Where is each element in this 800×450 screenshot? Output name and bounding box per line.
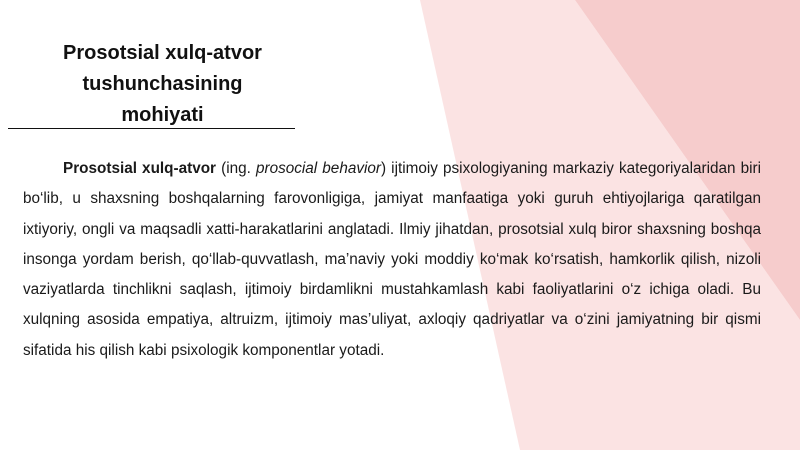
title-line-2: tushunchasining — [82, 73, 243, 95]
key-term: Prosotsial xulq-atvor — [63, 160, 217, 177]
title-line-1: Prosotsial xulq-atvor — [63, 42, 262, 64]
english-term: prosocial behavior — [255, 160, 381, 177]
definition-text: ) ijtimoiy psixologiyaning markaziy kategoriyalaridan biri bo‘lib, u shaxsning boshqalarning farovonligiga, jamiyat manfaatiga yoki guruh ehtiyojlariga qaratilgan ixtiyoriy, ongli va maqsadli xatti-harakatlarini anglatadi. Ilmiy jihatdan, prosotsial xulq biror shaxsning boshqa insonga yordam berish, qo‘llab-quvvatlash, ma’naviy yoki moddiy ko‘mak ko‘rsatish, hamkorlik qilish, nizoli vaziyatlarda tinchlikni saqlash, ijtimoiy birdamlikni mustahkamlash kabi faoliyatlarini o‘z ichiga oladi. Bu xulqning asosida empatiya, altruizm, ijtimoiy mas’uliyat, axloqiy qadriyatlar va o‘zini jamiyatning bir qismi sifatida his qilish kabi psixologik komponentlar yotadi. — [23, 160, 762, 359]
title-line-3: mohiyati — [121, 104, 204, 126]
title-underline — [8, 128, 295, 129]
body-paragraph-container — [23, 154, 761, 366]
slide-title — [40, 38, 285, 131]
paren-open-text: (ing. — [216, 160, 256, 177]
body-paragraph — [23, 154, 761, 366]
